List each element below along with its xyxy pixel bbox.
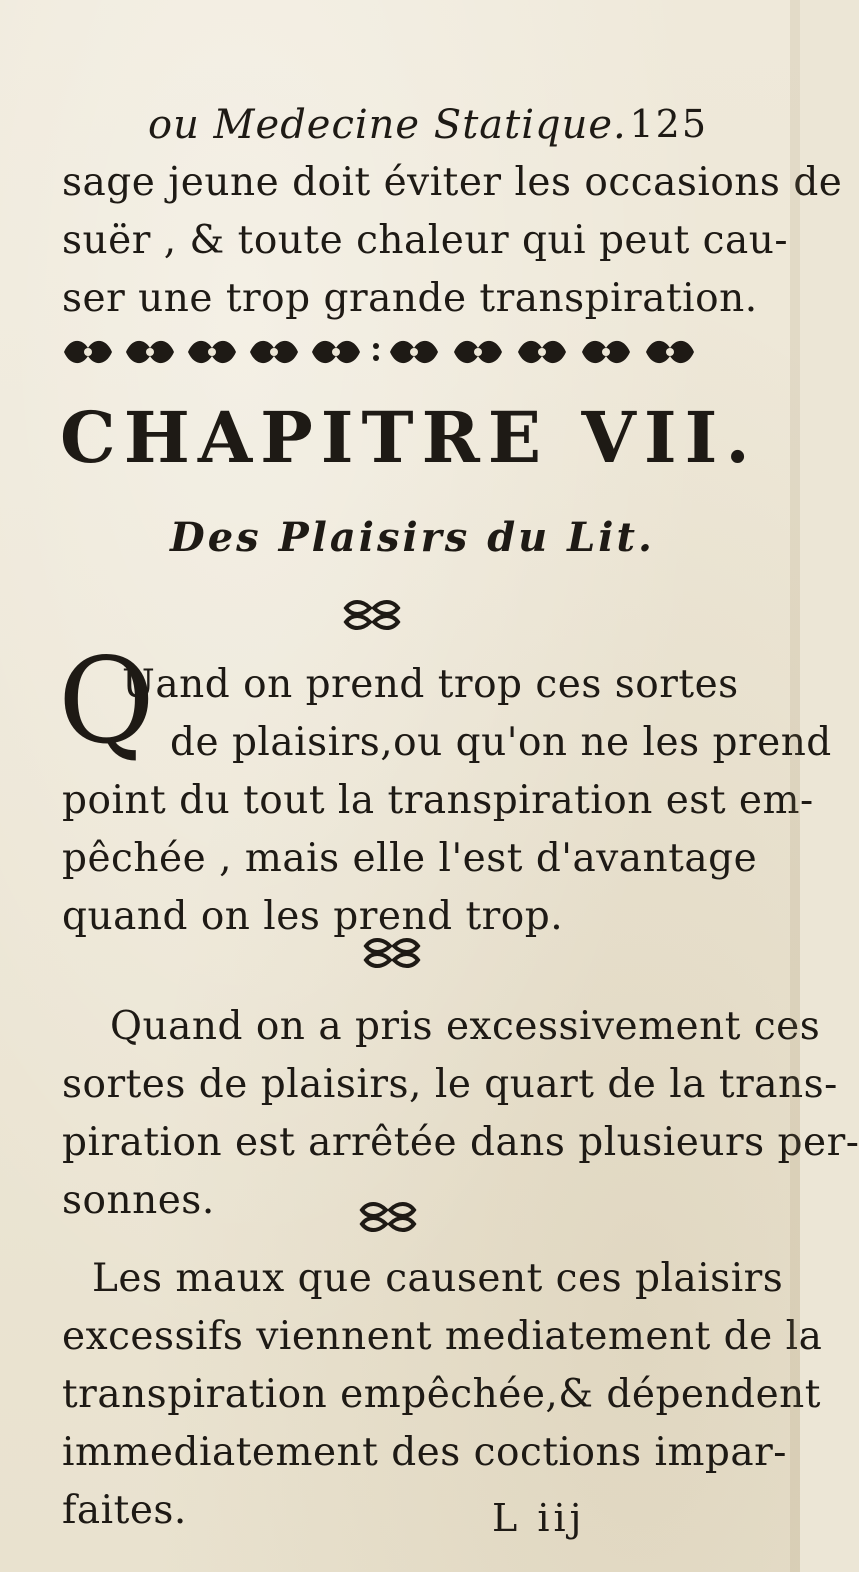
text-line: quand on les prend trop. bbox=[62, 894, 564, 939]
text-line: sonnes. bbox=[62, 1178, 215, 1223]
text-line: excessifs viennent mediatement de la bbox=[62, 1314, 823, 1359]
paragraph-ornament bbox=[342, 598, 402, 632]
text-line: ser une trop grande transpiration. bbox=[62, 276, 758, 321]
drop-cap: Q bbox=[58, 632, 155, 770]
text-line: transpiration empêchée,& dépendent bbox=[62, 1372, 821, 1417]
text-line: piration est arrêtée dans plusieurs per- bbox=[62, 1120, 859, 1165]
paragraph-1 bbox=[62, 656, 832, 946]
text-line: Uand on prend trop ces sortes bbox=[122, 662, 739, 707]
text-line: point du tout la transpiration est em- bbox=[62, 778, 814, 823]
text-line: de plaisirs,ou qu'on ne les prend bbox=[170, 720, 832, 765]
paragraph-2 bbox=[62, 998, 859, 1230]
text-line: pêchée , mais elle l'est d'avantage bbox=[62, 836, 758, 881]
chapter-heading: CHAPITRE VII. bbox=[60, 396, 758, 479]
ornament-band bbox=[60, 332, 715, 372]
signature-mark: L iij bbox=[492, 1496, 586, 1540]
chapter-subtitle: Des Plaisirs du Lit. bbox=[170, 514, 655, 561]
top-paragraph bbox=[62, 154, 843, 328]
text-line: Les maux que causent ces plaisirs bbox=[92, 1256, 784, 1301]
paragraph-ornament bbox=[362, 936, 422, 970]
paragraph-ornament bbox=[358, 1200, 418, 1234]
running-title: ou Medecine Statique. bbox=[148, 102, 627, 148]
running-head bbox=[148, 102, 708, 154]
text-line: Quand on a pris excessivement ces bbox=[110, 1004, 821, 1049]
paragraph-3 bbox=[62, 1250, 823, 1540]
text-line: suër , & toute chaleur qui peut cau- bbox=[62, 218, 789, 263]
text-line: immediatement des coctions impar- bbox=[62, 1430, 787, 1475]
text-line: sage jeune doit éviter les occasions de bbox=[62, 160, 843, 205]
page-number: 125 bbox=[629, 102, 708, 146]
text-line: faites. bbox=[62, 1488, 187, 1533]
text-line: sortes de plaisirs, le quart de la trans- bbox=[62, 1062, 838, 1107]
